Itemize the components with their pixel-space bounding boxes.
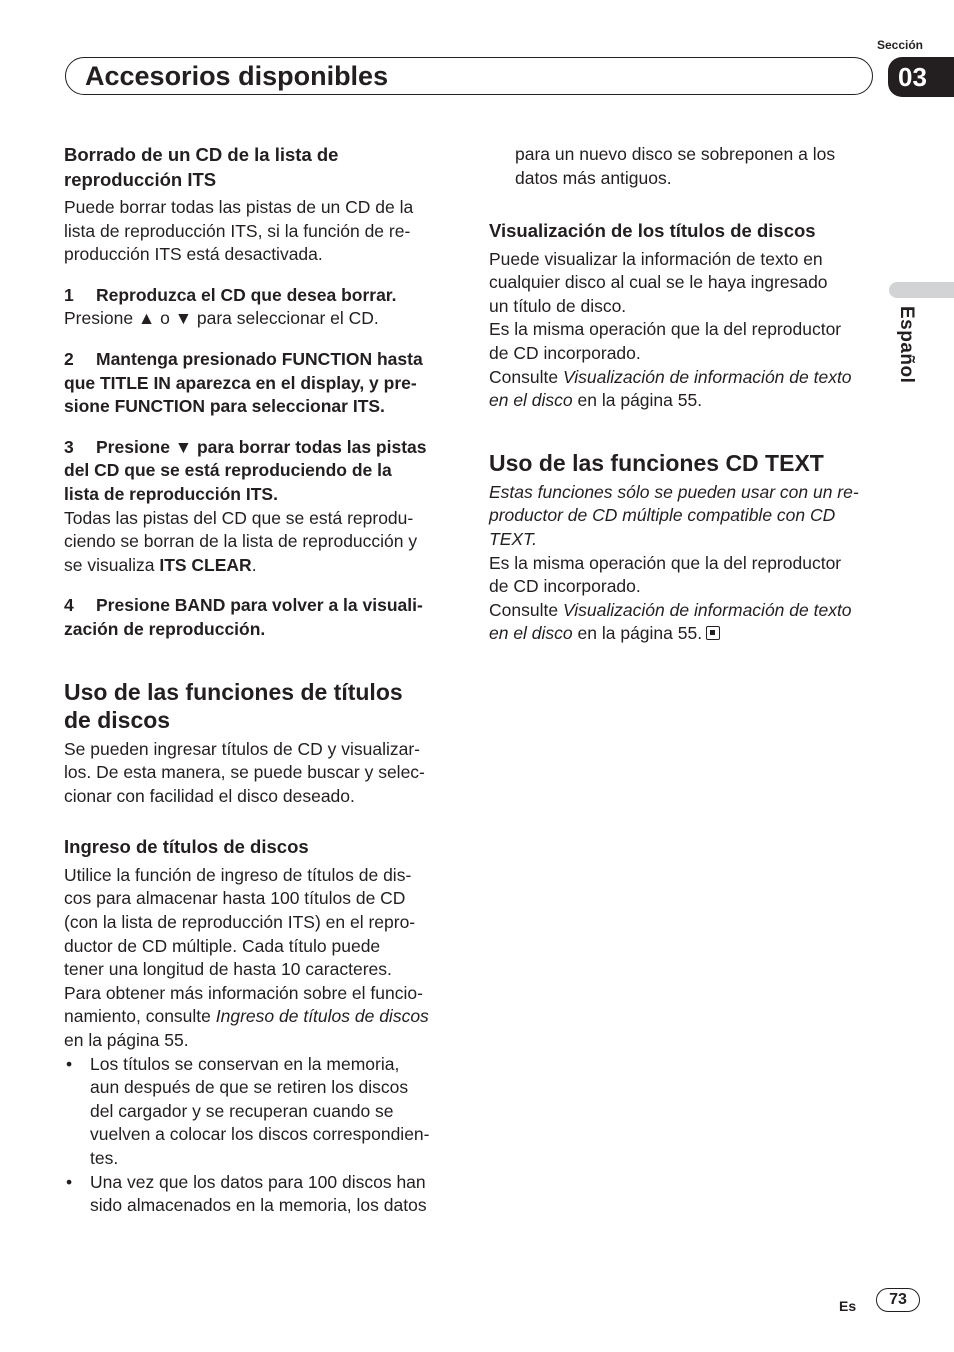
cdtext-section [489, 449, 879, 646]
its-clear-display-text: ITS CLEAR [159, 554, 252, 575]
its-delete-intro: Puede borrar todas las pistas de un CD de la lista de reproducción ITS, si la función de re- producción ITS está desactivada. [64, 197, 414, 265]
input-body: Utilice la función de ingreso de títulos de dis- cos para almacenar hasta 100 títulos de CD (con la lista de reproducción ITS) en el repro- ductor de CD múltiple. Cada título puede tener una longitud de hasta 10 caracteres. Para obtener más información sobre el funcio- namiento, consulte Ingreso de títulos de discos en la página 55. [64, 864, 429, 1050]
cross-reference: en el disco [489, 623, 573, 644]
titles-intro: Se pueden ingresar títulos de CD y visualizar- los. De esta manera, se puede buscar y selec- cionar con facilidad el disco deseado. [64, 738, 425, 806]
footer-language-code: Es [839, 1298, 857, 1314]
language-tab-label: Español [896, 306, 917, 384]
step-3-desc: Todas las pistas del CD que se está reprodu- ciendo se borran de la lista de reproducción y se visualiza ITS CLEAR. [64, 507, 418, 575]
titles-heading: Uso de las funciones de títulos de discos [64, 678, 403, 733]
cross-reference: Visualización de información de texto [562, 599, 852, 620]
step-4: 4 Presione BAND para volver a la visuali- zación de reproducción. [64, 595, 423, 639]
list-item: • Los títulos se conservan en la memoria, aun después de que se retiren los discos del cargador y se recuperan cuando se vuelven a colocar los discos correspondien- tes. [66, 1053, 430, 1168]
step-2: 2 Mantenga presionado FUNCTION hasta que TITLE IN aparezca en el display, y pre- sione FUNCTION para seleccionar ITS. [64, 348, 423, 417]
cdtext-note: Estas funciones sólo se pueden usar con un re- [489, 481, 859, 502]
display-section [489, 219, 879, 413]
cdtext-body: Estas funciones sólo se pueden usar con un re- productor de CD múltiple compatible con CD TEXT. Es la misma operación que la del reproductor de CD incorporado. Consulte Visualización de información de texto en el disco en la página 55. [489, 481, 879, 646]
page-number: 73 [876, 1288, 920, 1312]
cross-reference: Ingreso de títulos de discos [215, 1006, 429, 1027]
input-heading: Ingreso de títulos de discos [64, 836, 309, 858]
display-heading: Visualización de los títulos de discos [489, 220, 816, 242]
section-label: Sección [876, 38, 924, 52]
its-delete-section [64, 143, 454, 642]
cdtext-heading: Uso de las funciones CD TEXT [489, 449, 824, 476]
titles-section [64, 678, 454, 809]
right-column [489, 143, 879, 646]
page-title: Accesorios disponibles [85, 61, 389, 91]
step-1-desc: Presione ▲ o ▼ para seleccionar el CD. [64, 308, 379, 329]
language-tab-bar [889, 282, 954, 298]
its-delete-heading: Borrado de un CD de la lista de reproducción ITS [64, 144, 339, 190]
step-1: 1 Reproduzca el CD que desea borrar. [64, 284, 397, 305]
left-column [64, 143, 454, 1218]
cross-reference: en el disco [489, 390, 573, 411]
step-3: 3 Presione ▼ para borrar todas las pistas del CD que se está reproduciendo de la lista de reproducción ITS. [64, 436, 427, 504]
display-body: Puede visualizar la información de texto en cualquier disco al cual se le haya ingresado un título de disco. Es la misma operación que la del reproductor de CD incorporado. Consulte Visualización de información de texto en el disco en la página 55. [489, 248, 852, 411]
cross-reference: Visualización de información de texto [562, 366, 852, 387]
end-of-section-icon [706, 626, 720, 640]
section-number-badge: 03 [888, 57, 954, 97]
list-item-continuation: para un nuevo disco se sobreponen a los datos más antiguos. [515, 144, 836, 188]
list-item: • Una vez que los datos para 100 discos han sido almacenados en la memoria, los datos [66, 1171, 427, 1216]
input-section [64, 835, 454, 1217]
